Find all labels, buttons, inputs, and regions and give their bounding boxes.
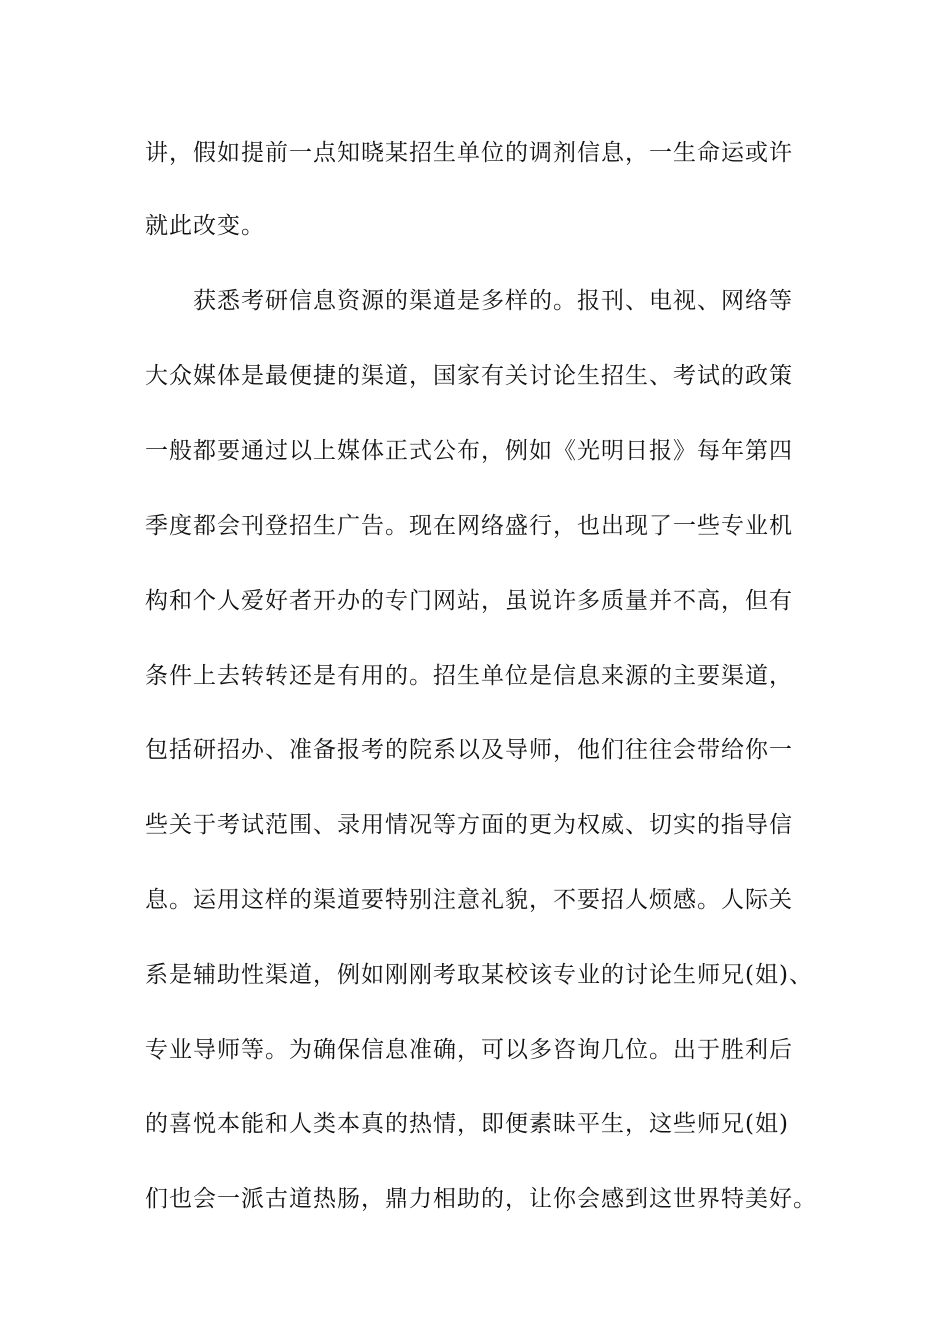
text-line: 季度都会刊登招生广告。现在网络盛行，也出现了一些专业机	[145, 513, 793, 539]
text-line: 些关于考试范围、录用情况等方面的更为权威、切实的指导信	[145, 812, 793, 838]
text-line: 讲，假如提前一点知晓某招生单位的调剂信息，一生命运或许	[145, 140, 793, 166]
text-line: 专业导师等。为确保信息准确，可以多咨询几位。出于胜利后	[145, 1037, 793, 1063]
text-line: 息。运用这样的渠道要特别注意礼貌，不要招人烦感。人际关	[145, 887, 793, 913]
text-line: 包括研招办、准备报考的院系以及导师，他们往往会带给你一	[145, 737, 793, 763]
text-line: 一般都要通过以上媒体正式公布，例如《光明日报》每年第四	[145, 438, 793, 464]
text-line: 系是辅助性渠道，例如刚刚考取某校该专业的讨论生师兄(姐)、	[145, 962, 813, 988]
text-line: 大众媒体是最便捷的渠道，国家有关讨论生招生、考试的政策	[145, 363, 793, 389]
paragraph-first-line: 获悉考研信息资源的渠道是多样的。报刊、电视、网络等	[193, 288, 793, 314]
text-line: 就此改变。	[145, 213, 265, 239]
text-line: 们也会一派古道热肠，鼎力相助的，让你会感到这世界特美好。	[145, 1186, 817, 1212]
text-line: 构和个人爱好者开办的专门网站，虽说许多质量并不高，但有	[145, 588, 793, 614]
text-line: 条件上去转转还是有用的。招生单位是信息来源的主要渠道，	[145, 663, 793, 689]
text-line: 的喜悦本能和人类本真的热情，即便素昧平生，这些师兄(姐)	[145, 1111, 789, 1137]
